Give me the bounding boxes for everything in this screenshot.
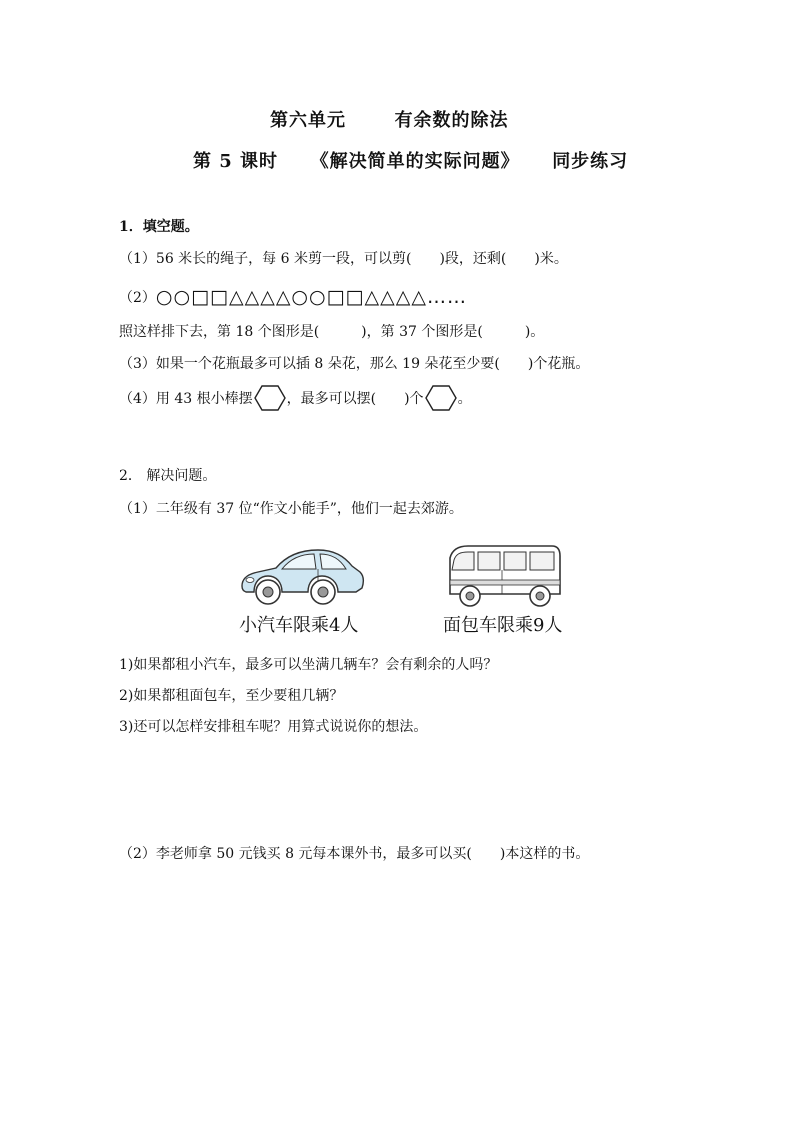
car-icon xyxy=(238,542,366,608)
question-1-4-part-b: ，最多可以摆( )个 xyxy=(286,391,424,407)
question-1-3: （3）如果一个花瓶最多可以插 8 朵花，那么 19 朵花至少要( )个花瓶。 xyxy=(119,356,590,372)
question-1-4-part-c: 。 xyxy=(457,391,472,407)
car-caption: 小汽车限乘4人 xyxy=(239,615,359,636)
question-1-2-text: 照这样排下去，第 18 个图形是( )，第 37 个图形是( )。 xyxy=(119,324,545,340)
unit-title xyxy=(270,106,509,132)
van-illustration xyxy=(444,540,564,610)
sub-question-1: 1)如果都租小汽车，最多可以坐满几辆车？会有剩余的人吗？ xyxy=(119,657,498,673)
question-2-1: （1）二年级有 37 位“作文小能手”，他们一起去郊游。 xyxy=(119,501,463,517)
lesson-type: 同步练习 xyxy=(552,151,629,172)
van-icon xyxy=(444,540,564,610)
lesson-name: 《解决简单的实际问题》 xyxy=(310,151,520,172)
question-1-4-part-a: （4）用 43 根小棒摆 xyxy=(119,391,253,407)
section1-heading: 1．填空题。 xyxy=(119,219,199,235)
unit-number: 第六单元 xyxy=(270,110,346,131)
question-1-4 xyxy=(119,384,472,412)
question-2-2: （2）李老师拿 50 元钱买 8 元每本课外书，最多可以买( )本这样的书。 xyxy=(119,846,590,862)
section2-heading: 2． 解决问题。 xyxy=(119,468,217,484)
sub-question-2: 2)如果都租面包车，至少要租几辆？ xyxy=(119,688,344,704)
hexagon-icon xyxy=(253,384,287,412)
shape-sequence: ○○□□△△△△○○□□△△△△…… xyxy=(155,286,467,308)
question-1-2-label: （2） xyxy=(119,290,156,306)
hexagon-icon xyxy=(424,384,458,412)
question-1-2 xyxy=(119,286,467,308)
sub-question-3: 3)还可以怎样安排租车呢？用算式说说你的想法。 xyxy=(119,719,428,735)
van-caption: 面包车限乘9人 xyxy=(443,615,563,636)
car-illustration xyxy=(238,542,366,608)
question-1-1: （1）56 米长的绳子，每 6 米剪一段，可以剪( )段，还剩( )米。 xyxy=(119,251,568,267)
unit-name: 有余数的除法 xyxy=(394,110,509,131)
lesson-number: 第 5 课时 xyxy=(193,151,279,172)
lesson-title xyxy=(193,147,628,173)
